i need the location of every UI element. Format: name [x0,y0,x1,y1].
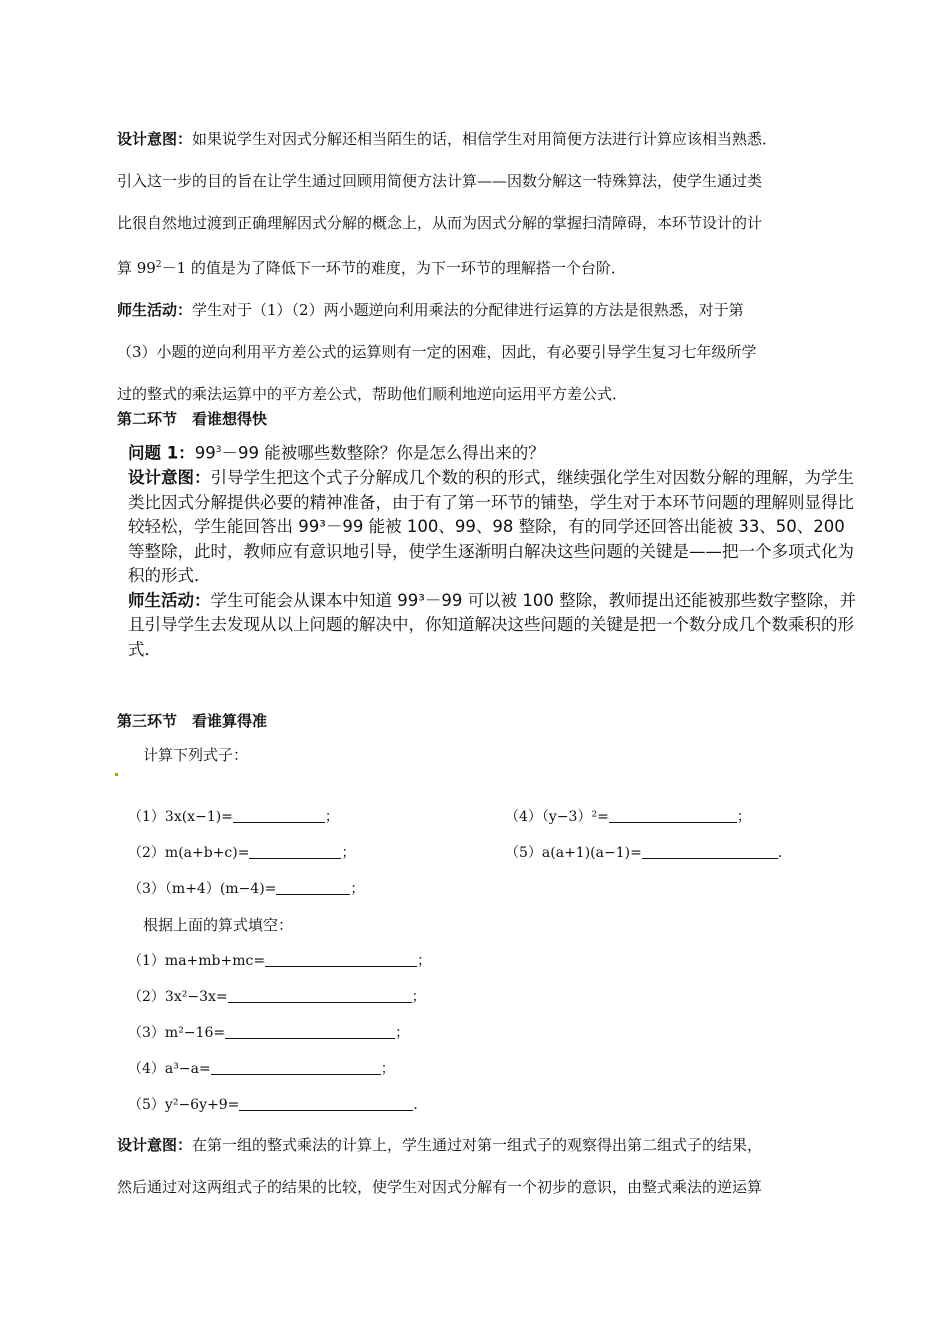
calc-item-3: （3）（m+4）(m−4)= ； [128,881,365,897]
answer-blank[interactable] [609,808,737,823]
fill-item-1: （1）ma+mb+mc= ； [128,953,432,969]
section2-design-intent: 设计意图：引导学生把这个式子分解成几个数的积的形式，继续强化学生对因数分解的理解，为学生类比因式分解提供必要的精神准备，由于有了第一环节的铺垫，学生对于本环节问题的理解则显得比较轻松，学生能回答出 99³－99 能被 100、99、98 整除，有的同学还回答出能被 33、50、200 等整除，此时，教师应有意识地引导，使学生逐渐明白解决这些问题的关键是——把一个多项式化为积的形式． [128,468,854,585]
fill-item-3: （3）m²−16= ； [128,1025,410,1041]
fill-item-4: （4）a³−a= ； [128,1061,395,1077]
editor-mark [115,773,118,776]
answer-blank[interactable] [239,1096,413,1111]
section2-activity: 师生活动：学生可能会从课本中知道 99³－99 可以被 100 整除，教师提出还能被那些数字整除，并且引导学生去发现从以上问题的解决中，你知道解决这些问题的关键是把一个数分成几个数乘积的形式． [128,590,857,659]
calc-intro: 计算下列式子： [143,746,249,764]
fill-item-5: （5）y²−6y+9= ． [128,1097,428,1113]
section3-design-intent [117,1124,837,1208]
activity-line-2: （3）小题的逆向利用平方差公式的运算则有一定的困难，因此，有必要引导学生复习七年级所学 [117,343,757,361]
section1-design-intent [117,118,837,415]
activity-line-1: 师生活动：学生对于（1）（2）两小题逆向利用乘法的分配律进行运算的方法是很熟悉，对于第 [117,301,744,319]
calc-item-1: （1）3x(x−1)= ； [128,809,339,825]
design-line-4: 算 $99^2-1$ 的值是为了降低下一环节的难度，为下一环节的理解搭一个台阶． [117,259,626,277]
answer-blank[interactable] [211,1060,381,1075]
activity-line-3: 过的整式的乘法运算中的平方差公式，帮助他们顺利地逆向运用平方差公式． [117,385,628,403]
answer-blank[interactable] [276,880,350,895]
fill-intro: 根据上面的算式填空： [143,916,294,934]
answer-blank[interactable] [249,844,341,859]
answer-blank[interactable] [225,1024,395,1039]
calc-item-2: （2）m(a+b+c)= ； [128,845,356,861]
answer-blank[interactable] [265,952,417,967]
answer-blank[interactable] [233,808,325,823]
design-line-1: 设计意图：在第一组的整式乘法的计算上，学生通过对第一组式子的观察得出第二组式子的结果， [117,1136,763,1154]
fill-item-2: （2）3x²−3x= ； [128,989,426,1005]
design-line-1: 设计意图：如果说学生对因式分解还相当陌生的话，相信学生对用简便方法进行计算应该相当熟悉． [117,130,778,148]
calc-item-5: （5）a(a+1)(a−1)= ． [505,845,792,861]
section2-heading: 第二环节 看谁想得快 [117,410,268,428]
section3-heading: 第三环节 看谁算得准 [117,712,268,730]
design-line-2: 然后通过对这两组式子的结果的比较，使学生对因式分解有一个初步的意识，由整式乘法的逆运算 [117,1178,763,1196]
calc-item-4: （4）（y−3）²= ； [505,809,751,825]
design-line-2: 引入这一步的目的旨在让学生通过回顾用简便方法计算——因数分解这一特殊算法，使学生通过类 [117,172,763,190]
answer-blank[interactable] [642,844,778,859]
answer-blank[interactable] [228,988,412,1003]
design-line-3: 比很自然地过渡到正确理解因式分解的概念上，从而为因式分解的掌握扫清障碍，本环节设计的计 [117,214,763,232]
section2-box [128,438,863,662]
problem-1: 问题 1：$99^3-99$ 能被哪些数整除？你是怎么得出来的？ [128,443,545,463]
